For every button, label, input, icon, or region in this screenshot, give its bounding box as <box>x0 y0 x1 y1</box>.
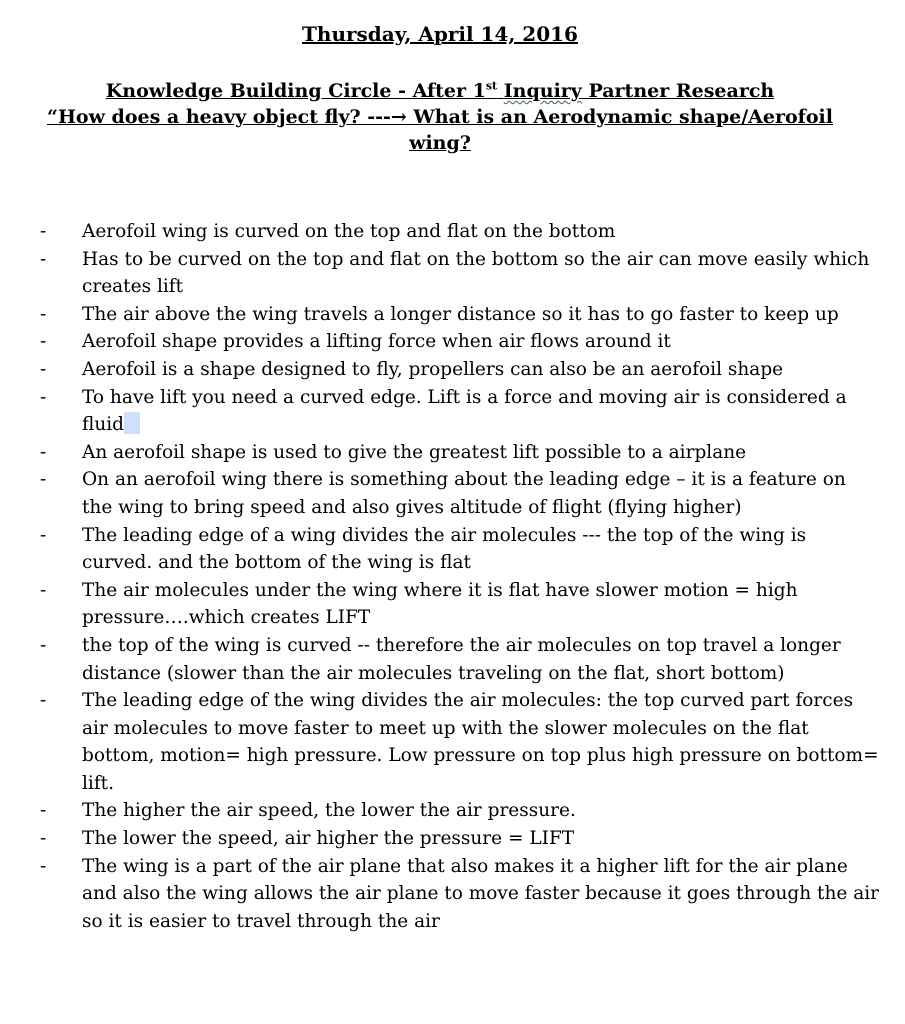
document-date: Thursday, April 14, 2016 <box>302 22 578 46</box>
list-item <box>40 439 880 467</box>
list-item <box>40 797 880 825</box>
document-heading <box>20 78 860 156</box>
list-item <box>40 853 880 936</box>
note-text: the top of the wing is curved -- therefore the air molecules on top travel a longer distance (slower than the air molecules traveling on the flat, short bottom) <box>82 634 841 684</box>
list-item <box>40 246 880 301</box>
bullet-dash: - <box>40 524 47 546</box>
bullet-dash: - <box>40 248 47 270</box>
bullet-dash: - <box>40 441 47 463</box>
heading-inquiry-word: Inquiry <box>503 80 582 102</box>
bullet-dash: - <box>40 690 47 712</box>
heading-superscript: st <box>485 79 498 93</box>
note-text: The wing is a part of the air plane that also makes it a higher lift for the air plane and also the wing allows the air plane to move faster because it goes through the air so it is easier to travel through the air <box>82 855 879 932</box>
note-text: Aerofoil shape provides a lifting force when air flows around it <box>82 331 671 353</box>
note-text: The higher the air speed, the lower the air pressure. <box>82 800 576 822</box>
list-item <box>40 301 880 329</box>
bullet-dash: - <box>40 855 47 877</box>
note-text: Aerofoil wing is curved on the top and flat on the bottom <box>82 221 616 242</box>
note-text: The air above the wing travels a longer distance so it has to go faster to keep up <box>82 303 839 325</box>
list-item <box>40 466 880 521</box>
note-text: An aerofoil shape is used to give the greatest lift possible to a airplane <box>82 441 747 463</box>
list-item <box>40 356 880 384</box>
heading-space <box>497 80 504 102</box>
note-text: The air molecules under the wing where it is flat have slower motion = high pressure….which creates LIFT <box>82 579 798 629</box>
bullet-dash: - <box>40 579 47 601</box>
bullet-dash: - <box>40 634 47 656</box>
bullet-dash: - <box>40 358 47 380</box>
bullet-dash: - <box>40 221 47 242</box>
heading-line1-text: Knowledge Building Circle - After 1 <box>105 80 486 102</box>
heading-line1-end: Partner Research <box>581 80 775 102</box>
note-text: Aerofoil is a shape designed to fly, propellers can also be an aerofoil shape <box>82 358 784 380</box>
text-selection-highlight <box>124 412 140 434</box>
note-text: On an aerofoil wing there is something about the leading edge – it is a feature on the wing to bring speed and also gives altitude of flight (flying higher) <box>82 469 846 518</box>
notes-list <box>40 218 880 935</box>
note-text: To have lift you need a curved edge. Lift is a force and moving air is considered a fluid <box>82 386 847 436</box>
list-item <box>40 577 880 632</box>
bullet-dash: - <box>40 469 47 491</box>
bullet-dash: - <box>40 800 47 822</box>
list-item <box>40 687 880 797</box>
note-text: The lower the speed, air higher the pressure = LIFT <box>82 828 575 850</box>
note-text: Has to be curved on the top and flat on the bottom so the air can move easily which creates lift <box>82 248 870 298</box>
bullet-dash: - <box>40 828 47 850</box>
list-item <box>40 218 880 246</box>
list-item <box>40 632 880 687</box>
bullet-dash: - <box>40 303 47 325</box>
note-text: The leading edge of the wing divides the air molecules: the top curved part forces air molecules to move faster to meet up with the slower molecules on the flat bottom, motion= high pressure. Low pressure on top plus high pressure on bottom= lift. <box>82 690 879 794</box>
list-item <box>40 522 880 577</box>
list-item <box>40 328 880 356</box>
list-item <box>40 825 880 853</box>
bullet-dash: - <box>40 386 47 408</box>
heading-question: “How does a heavy object fly? ---→ What is an Aerodynamic shape/Aerofoil wing? <box>47 106 833 154</box>
bullet-dash: - <box>40 331 47 353</box>
list-item <box>40 384 880 439</box>
note-text: The leading edge of a wing divides the air molecules --- the top of the wing is curved. and the bottom of the wing is flat <box>82 524 807 574</box>
